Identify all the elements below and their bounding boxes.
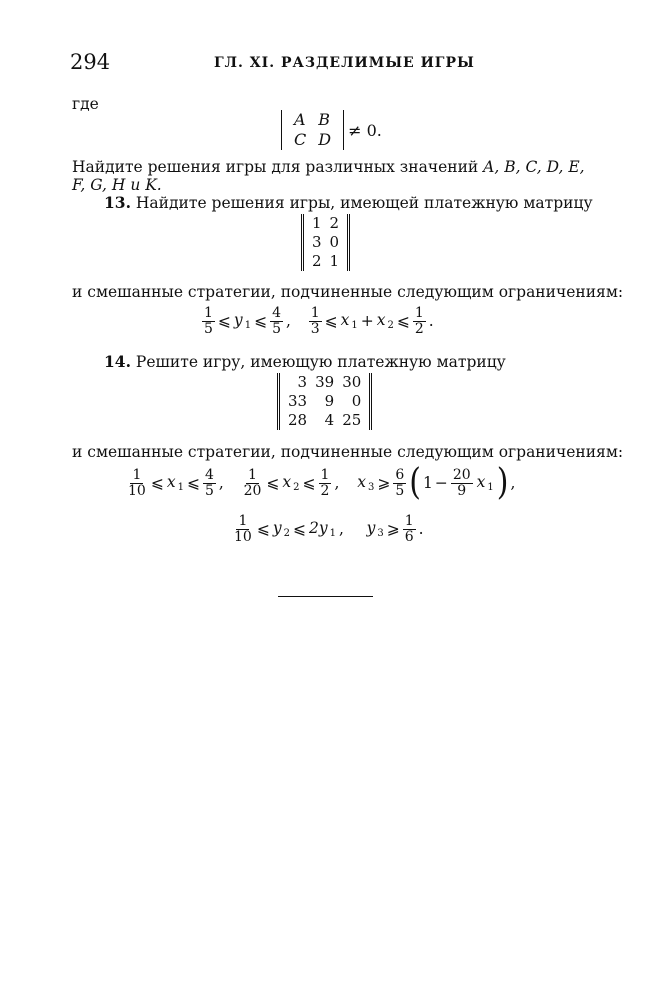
matrix-cell: 4	[324, 411, 335, 429]
matrix-cell: 2	[312, 252, 322, 270]
problem-14-statement	[104, 352, 506, 371]
matrix-cell: 3	[312, 233, 322, 251]
matrix-cell: 0	[351, 392, 362, 410]
constraint-intro-13: и смешанные стратегии, подчиненные следующим ограничениям:	[72, 283, 624, 301]
matrix-cell: 1	[312, 214, 322, 232]
fraction: $\frac{1}{20}$	[243, 467, 262, 499]
section-end-rule	[278, 596, 373, 597]
fraction: $\frac{1}{10}$	[234, 513, 252, 545]
det-cell: B	[318, 110, 331, 129]
paragraph-line-2: F, G, H и K.	[72, 176, 162, 194]
matrix-cell: 33	[288, 392, 308, 410]
fraction: $\frac{1}{10}$	[128, 467, 146, 499]
matrix-cell: 39	[315, 373, 335, 391]
determinant-bars	[281, 110, 344, 150]
matrix-cell: 1	[329, 252, 340, 270]
det-cell: D	[318, 130, 332, 149]
fraction: $\frac{1}{2}$	[320, 467, 330, 499]
constraints-14-line2: $\frac{1}{10}$ ⩽ y $_2$ ⩽ 2y $_1$ , y $_3$ ⩾ $\frac{1}{6}$ .	[230, 514, 425, 544]
fraction: $\frac{6}{5}$	[395, 467, 405, 499]
fraction: $\frac{4}{5}$	[204, 467, 214, 499]
matrix-cell: 25	[342, 411, 362, 429]
running-title: ГЛ. XI. РАЗДЕЛИМЫЕ ИГРЫ	[214, 55, 475, 71]
constraints-14-line1: $\frac{1}{10}$ ⩽ x $_1$ ⩽ $\frac{4}{5}$ , $\frac{1}{20}$ ⩽ x $_2$ ⩽ $\frac{1}{2}$ , x $_3$ ⩾ $\frac{6}{5}$ ( 1 − $\frac{20}{9}$ x $_1$ ) ,	[124, 468, 516, 498]
matrix-cell: 0	[329, 233, 340, 251]
where-word: где	[72, 95, 99, 113]
payoff-matrix-13	[301, 214, 350, 275]
fraction: $\frac{1}{6}$	[404, 513, 414, 545]
fraction: $\frac{1}{5}$	[204, 305, 213, 337]
matrix-cell: 3	[297, 373, 308, 391]
payoff-matrix-14	[277, 373, 372, 434]
det-cell: A	[294, 110, 306, 129]
paragraph-text: Найдите решения игры для различных значений	[72, 158, 479, 176]
problem-13-statement	[104, 193, 593, 212]
paragraph-line	[72, 158, 585, 176]
determinant	[281, 110, 382, 150]
fraction: $\frac{4}{5}$	[272, 305, 281, 337]
problem-number: 13.	[104, 193, 131, 212]
fraction: $\frac{1}{3}$	[310, 305, 320, 337]
matrix-cell: 28	[288, 411, 308, 429]
problem-text: Найдите решения игры, имеющей платежную матрицу	[135, 194, 593, 212]
constraint-intro-14: и смешанные стратегии, подчиненные следующим ограничениям:	[72, 443, 624, 461]
matrix-cell: 9	[324, 392, 335, 410]
fraction: $\frac{1}{2}$	[414, 305, 424, 337]
matrix-cell: 30	[342, 373, 362, 391]
matrix-cell: 2	[329, 214, 340, 232]
constraints-13: $\frac{1}{5}$ ⩽ y $_1$ ⩽ $\frac{4}{5}$ , $\frac{1}{3}$ ⩽ x $_1$ + x $_2$ ⩽ $\frac{1}{2}$ .	[200, 306, 435, 336]
problem-number: 14.	[104, 352, 131, 371]
not-equal-zero: ≠ 0.	[348, 120, 382, 140]
problem-text: Решите игру, имеющую платежную матрицу	[135, 353, 506, 371]
det-cell: C	[294, 130, 307, 149]
fraction: $\frac{20}{9}$	[452, 467, 471, 499]
page-number: 294	[70, 50, 111, 74]
paragraph-vars: A, B, C, D, E,	[483, 158, 585, 176]
